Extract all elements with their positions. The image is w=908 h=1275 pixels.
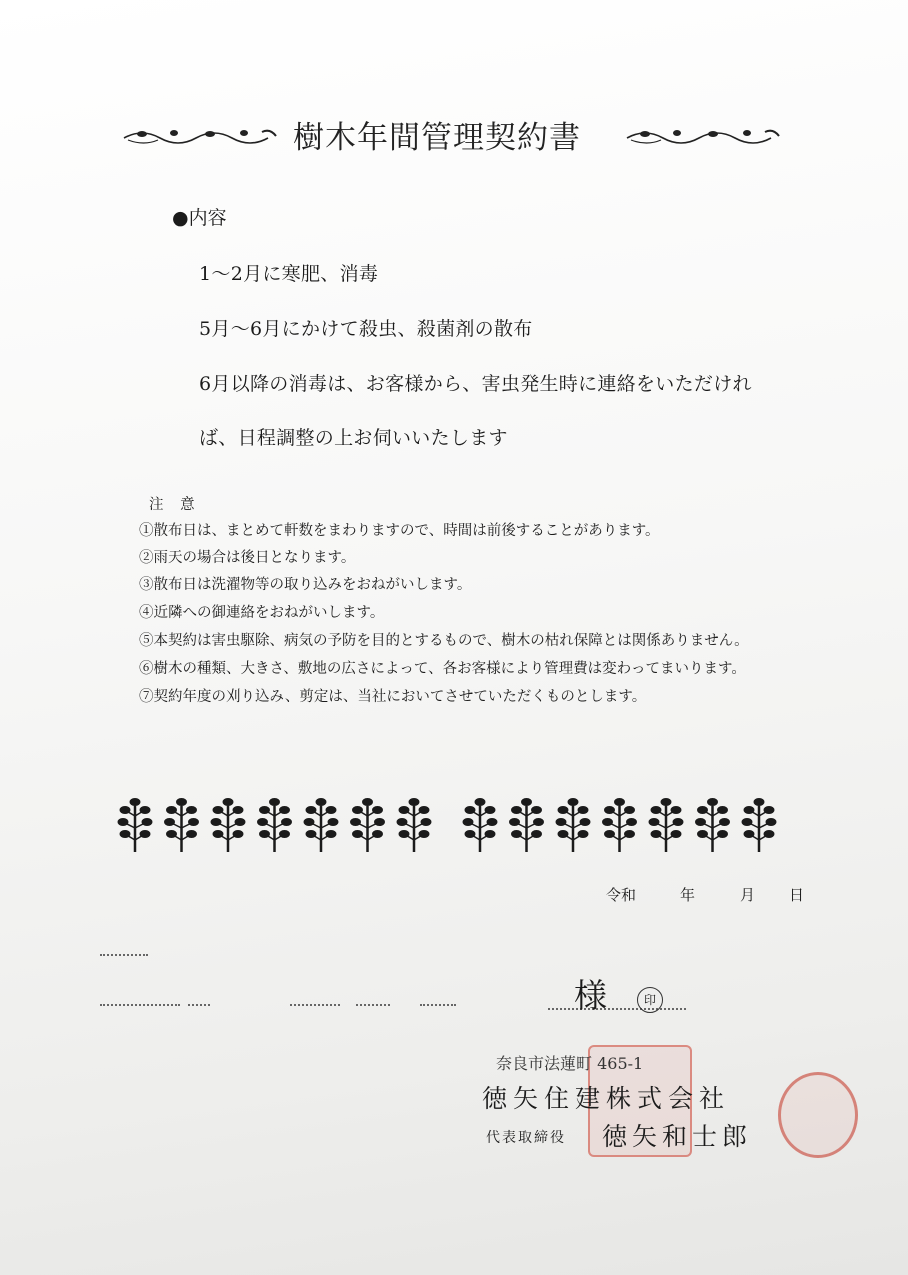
note-item: ③散布日は洗濯物等の取り込みをおねがいします。	[139, 577, 472, 593]
plant-icon	[164, 798, 199, 852]
document-title: 樹木年間管理契約書	[293, 120, 581, 156]
plant-icon	[257, 798, 292, 852]
plant-icon	[742, 798, 777, 852]
content-line: 1～2月に寒肥、消毒	[199, 263, 379, 285]
plant-icon	[649, 798, 684, 852]
plant-icon	[556, 798, 591, 852]
plant-icon	[695, 798, 730, 852]
date-month: 月	[740, 886, 756, 904]
seal-mark: 印	[637, 987, 663, 1013]
date-year: 年	[680, 886, 696, 904]
name-line	[356, 1004, 390, 1006]
representative-name: 徳矢和士郎	[602, 1122, 753, 1151]
name-line	[548, 1008, 686, 1010]
company-address: 奈良市法蓮町 465-1	[496, 1054, 644, 1073]
plant-icon	[304, 798, 339, 852]
date-era: 令和	[606, 886, 637, 904]
name-line	[188, 1004, 210, 1006]
vine-ornament-icon	[122, 126, 282, 146]
honorific: 様	[574, 976, 607, 1015]
note-item: ④近隣への御連絡をおねがいします。	[139, 605, 385, 621]
content-line: ば、日程調整の上お伺いいたします	[199, 427, 508, 449]
name-line	[100, 1004, 180, 1006]
representative-title: 代表取締役	[486, 1130, 566, 1146]
content-line: 5月～6月にかけて殺虫、殺菌剤の散布	[199, 318, 533, 340]
date-day: 日	[789, 886, 805, 904]
name-line	[290, 1004, 340, 1006]
plant-icon	[211, 798, 246, 852]
personal-seal	[778, 1072, 858, 1158]
note-item: ⑤本契約は害虫駆除、病気の予防を目的とするもので、樹木の枯れ保障とは関係ありません。	[139, 633, 749, 649]
content-line: 6月以降の消毒は、お客様から、害虫発生時に連絡をいただけれ	[199, 373, 752, 395]
section-heading: ●内容	[172, 207, 227, 229]
plant-icon	[602, 798, 637, 852]
name-line	[420, 1004, 456, 1006]
notes-heading: 注 意	[149, 497, 201, 513]
note-item: ①散布日は、まとめて軒数をまわりますので、時間は前後することがあります。	[139, 523, 660, 539]
plant-icon	[118, 798, 153, 852]
note-item: ⑦契約年度の刈り込み、剪定は、当社においてさせていただくものとします。	[139, 689, 647, 705]
vine-ornament-icon	[625, 126, 785, 146]
plant-icon	[397, 798, 432, 852]
company-name: 徳矢住建株式会社	[482, 1084, 731, 1113]
plant-icon	[463, 798, 498, 852]
address-line	[100, 954, 148, 956]
plant-icon	[509, 798, 544, 852]
note-item: ⑥樹木の種類、大きさ、敷地の広さによって、各お客様により管理費は変わってまいります。	[139, 661, 746, 677]
title-row	[0, 112, 908, 158]
note-item: ②雨天の場合は後日となります。	[139, 550, 356, 566]
plant-icon	[350, 798, 385, 852]
plant-border	[115, 796, 795, 856]
